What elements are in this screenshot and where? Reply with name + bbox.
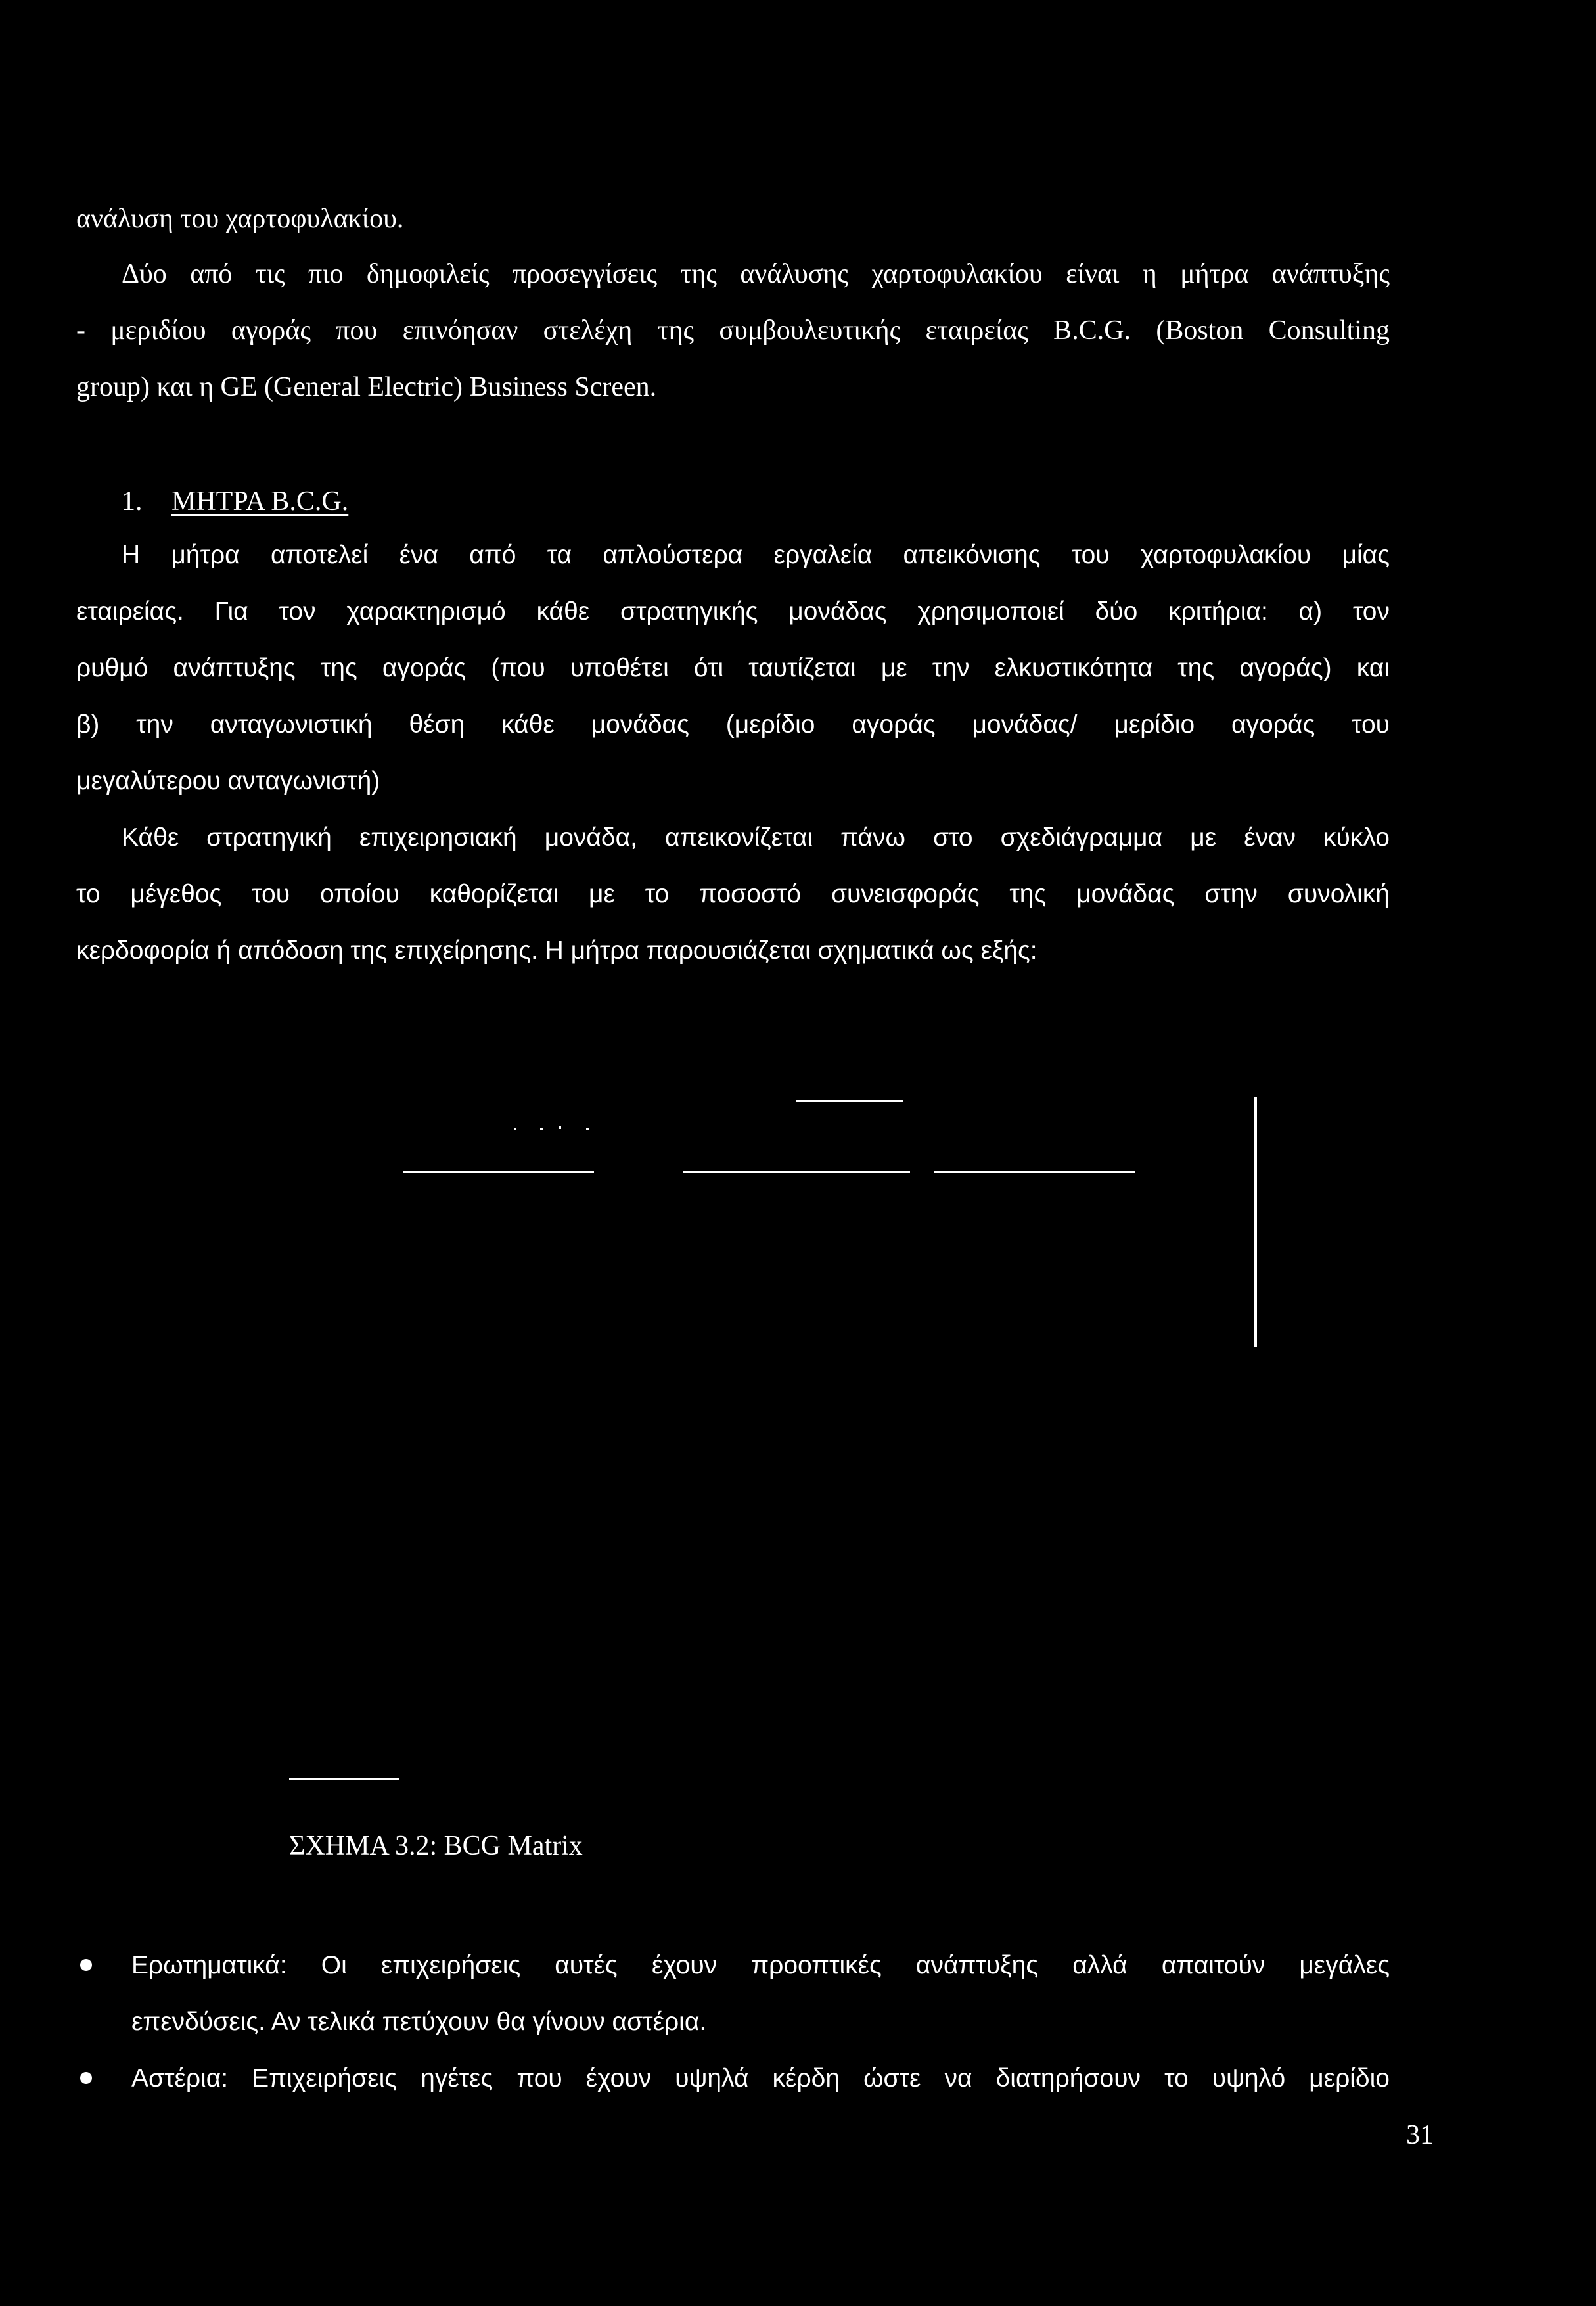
page-number: 31	[1406, 2120, 1434, 2150]
figure-rule-middle	[683, 1171, 910, 1173]
bullet-dot	[80, 1959, 92, 1971]
body-line-7: το μέγεθος του οποίου καθορίζεται με το ποσοστό συνεισφοράς της μονάδας στην συνολική	[76, 880, 1390, 908]
section-heading	[122, 485, 348, 518]
approaches-line-3: group) και η GE (General Electric) Business Screen.	[76, 372, 657, 402]
figure-dot	[540, 1128, 543, 1130]
approaches-line-1: Δύο από τις πιο δημοφιλείς προσεγγίσεις της ανάλυσης χαρτοφυλακίου είναι η μήτρα ανάπτυξης	[122, 259, 1390, 289]
section-title: ΜΗΤΡΑ B.C.G.	[171, 486, 349, 517]
figure-rule-right	[934, 1171, 1135, 1173]
body-line-5: μεγαλύτερου ανταγωνιστή)	[76, 767, 380, 795]
figure-vertical-rule	[1254, 1097, 1257, 1347]
figure-dot	[586, 1128, 589, 1130]
figure-dot	[559, 1126, 561, 1129]
figure-top-rule	[796, 1100, 903, 1102]
figure-dot	[514, 1128, 516, 1130]
figure-caption: ΣΧΗΜΑ 3.2: BCG Matrix	[289, 1831, 583, 1861]
bullet-dot	[80, 2072, 92, 2084]
bullet-2-line-1: Αστέρια: Επιχειρήσεις ηγέτες που έχουν υψηλά κέρδη ώστε να διατηρήσουν το υψηλό μερίδιο	[131, 2064, 1390, 2092]
body-line-1: Η μήτρα αποτελεί ένα από τα απλούστερα εργαλεία απεικόνισης του χαρτοφυλακίου μίας	[122, 541, 1390, 569]
bullet-1-line-1: Ερωτηματικά: Οι επιχειρήσεις αυτές έχουν προοπτικές ανάπτυξης αλλά απαιτούν μεγάλες	[131, 1951, 1390, 1979]
body-line-3: ρυθμό ανάπτυξης της αγοράς (που υποθέτει ότι ταυτίζεται με την ελκυστικότητα της αγοράς) και	[76, 654, 1390, 682]
bullet-1-line-2: επενδύσεις. Αν τελικά πετύχουν θα γίνουν αστέρια.	[131, 2008, 707, 2036]
approaches-line-2: - μεριδίου αγοράς που επινόησαν στελέχη της συμβουλευτικής εταιρείας B.C.G. (Boston Consulting	[76, 315, 1390, 346]
body-line-8: κερδοφορία ή απόδοση της επιχείρησης. Η μήτρα παρουσιάζεται σχηματικά ως εξής:	[76, 936, 1037, 965]
figure-rule-left	[403, 1171, 594, 1173]
body-line-4: β) την ανταγωνιστική θέση κάθε μονάδας (μερίδιο αγοράς μονάδας/ μερίδιο αγοράς του	[76, 710, 1390, 739]
intro-text-end: ανάλυση του χαρτοφυλακίου.	[76, 204, 404, 234]
section-number: 1.	[122, 486, 143, 517]
figure-bottom-rule	[289, 1778, 399, 1780]
body-line-6: Κάθε στρατηγική επιχειρησιακή μονάδα, απεικονίζεται πάνω στο σχεδιάγραμμα με έναν κύκλο	[122, 823, 1390, 852]
body-line-2: εταιρείας. Για τον χαρακτηρισμό κάθε στρατηγικής μονάδας χρησιμοποιεί δύο κριτήρια: α) τον	[76, 597, 1390, 626]
